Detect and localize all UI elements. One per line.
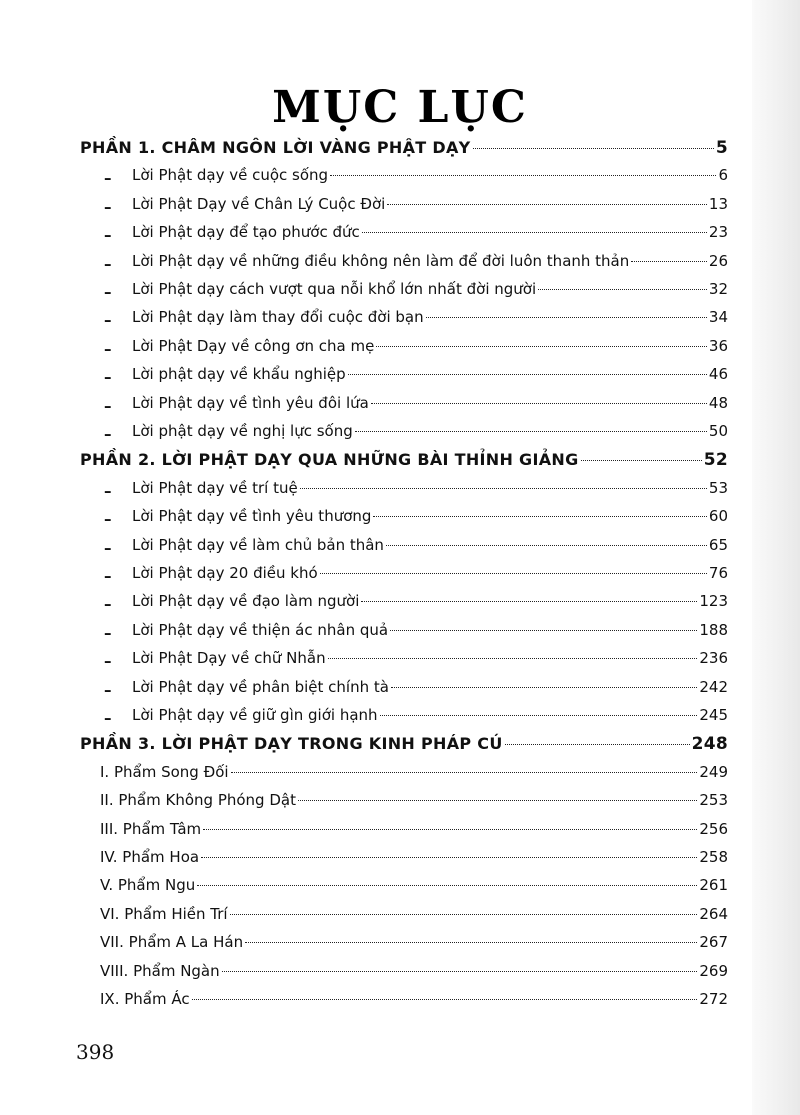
toc-entry (132, 166, 728, 194)
toc-entry-page: 46 (708, 365, 728, 384)
toc-entry (100, 876, 728, 904)
dash-bullet: – (104, 254, 112, 273)
dash-bullet: – (104, 169, 112, 188)
toc-entry-page: 48 (708, 393, 728, 412)
toc-entry-page: 36 (708, 336, 728, 355)
dot-leader (386, 545, 707, 546)
dash-bullet: – (104, 709, 112, 727)
toc-entry-page: 236 (699, 649, 728, 668)
dash-bullet: – (104, 510, 112, 529)
toc-entry (132, 252, 728, 280)
toc-entry (100, 933, 728, 961)
toc-entry-page: 123 (699, 592, 728, 611)
toc-entry-label: Lời Phật dạy về tình yêu đôi lứa (132, 393, 369, 412)
toc-entry (132, 536, 728, 564)
dot-leader (300, 488, 707, 489)
dot-leader (373, 516, 706, 517)
toc-entry-label: Lời Phật Dạy về chữ Nhẫn (132, 649, 326, 668)
toc-entry-label: Lời Phật Dạy về Chân Lý Cuộc Đời (132, 194, 386, 213)
toc-entry (100, 905, 728, 933)
toc-entry-page: 253 (699, 791, 728, 810)
dot-leader (348, 374, 707, 375)
toc-entry (100, 962, 728, 990)
toc-part-label: PHẦN 3. LỜI PHẬT DẠY TRONG KINH PHÁP CÚ (80, 734, 503, 754)
toc-part-entry (80, 734, 728, 762)
toc-entry (132, 479, 728, 507)
toc-entry-label: VII. Phẩm A La Hán (100, 933, 244, 952)
toc-entry (132, 422, 728, 450)
dash-bullet: – (104, 680, 112, 699)
toc-part-page: 248 (691, 734, 728, 755)
toc-entry-page: 65 (708, 535, 728, 554)
dash-bullet: – (104, 425, 112, 443)
toc-entry (100, 990, 728, 1018)
toc-entry-label: Lời Phật dạy để tạo phước đức (132, 223, 360, 242)
toc-entry (132, 223, 728, 251)
toc-entry-label: VIII. Phẩm Ngàn (100, 961, 220, 980)
dot-leader (328, 658, 698, 659)
toc-entry-page: 256 (699, 819, 728, 838)
toc-entry (132, 394, 728, 422)
dot-leader (371, 403, 707, 404)
toc-entry (132, 621, 728, 649)
toc-entry-page: 269 (699, 961, 728, 980)
toc-entry (132, 280, 728, 308)
dot-leader (581, 460, 702, 461)
dash-bullet: – (104, 396, 112, 415)
toc-entry (100, 820, 728, 848)
dot-leader (222, 971, 698, 972)
toc-entry-page: 272 (699, 990, 728, 1008)
page-number: 398 (76, 1040, 115, 1064)
toc-entry-page: 245 (699, 706, 728, 724)
toc-part-page: 5 (715, 138, 728, 158)
toc-part-entry (80, 138, 728, 166)
toc-entry-page: 188 (699, 620, 728, 639)
toc-entry-label: Lời Phật dạy về làm chủ bản thân (132, 535, 384, 554)
toc-entry (100, 763, 728, 791)
toc-entry-label: IX. Phẩm Ác (100, 990, 190, 1008)
dot-leader (355, 431, 707, 432)
toc-entry (132, 592, 728, 620)
dot-leader (320, 573, 707, 574)
dash-bullet: – (104, 567, 112, 585)
dot-leader (361, 601, 697, 602)
toc-entry-label: VI. Phẩm Hiền Trí (100, 904, 228, 923)
dot-leader (538, 289, 707, 290)
toc-part-label: PHẦN 1. CHÂM NGÔN LỜI VÀNG PHẬT DẠY (80, 138, 471, 157)
dash-bullet: – (104, 283, 112, 301)
toc-entry-label: Lời Phật dạy về trí tuệ (132, 478, 298, 497)
toc-entry-page: 26 (708, 251, 728, 270)
toc-entry-page: 32 (708, 280, 728, 298)
toc-entry (132, 337, 728, 365)
toc-entry-page: 249 (699, 762, 728, 781)
toc-entry-page: 50 (708, 422, 728, 440)
toc-entry-label: III. Phẩm Tâm (100, 819, 202, 838)
toc-entry-label: I. Phẩm Song Đối (100, 762, 229, 781)
toc-entry-page: 242 (699, 677, 728, 696)
dash-bullet: – (104, 623, 112, 642)
dot-leader (390, 630, 697, 631)
toc-entry (132, 706, 728, 734)
dot-leader (473, 148, 714, 149)
toc-entry-label: Lời Phật dạy về cuộc sống (132, 166, 329, 185)
toc-entry-label: Lời phật dạy về nghị lực sống (132, 422, 353, 440)
dot-leader (362, 232, 707, 233)
dot-leader (231, 772, 698, 773)
toc-entry (132, 564, 728, 592)
dot-leader (245, 942, 697, 943)
toc-part-entry (80, 450, 728, 478)
dot-leader (391, 687, 697, 688)
dot-leader (230, 914, 698, 915)
toc-entry-label: Lời Phật dạy về tình yêu thương (132, 507, 372, 526)
dot-leader (426, 317, 707, 318)
toc-entry (132, 678, 728, 706)
toc-entry (132, 195, 728, 223)
toc-entry-page: 23 (708, 223, 728, 242)
dot-leader (298, 800, 697, 801)
dash-bullet: – (104, 652, 112, 671)
dot-leader (380, 715, 698, 716)
toc-entry-page: 267 (699, 933, 728, 952)
toc-entry-label: II. Phẩm Không Phóng Dật (100, 791, 296, 810)
dot-leader (203, 829, 697, 830)
toc-entry-page: 53 (708, 478, 728, 497)
toc-entry-label: Lời Phật dạy về thiện ác nhân quả (132, 620, 389, 639)
toc-part-page: 52 (703, 450, 728, 471)
dash-bullet: – (104, 197, 112, 216)
toc-entry-label: Lời Phật dạy 20 điều khó (132, 564, 318, 582)
dot-leader (192, 999, 698, 1000)
toc-entry (132, 308, 728, 336)
toc-entry-label: V. Phẩm Ngu (100, 876, 196, 895)
dash-bullet: – (104, 368, 112, 387)
toc-entry-page: 6 (718, 166, 728, 185)
toc-entry-label: Lời Phật dạy về giữ gìn giới hạnh (132, 706, 378, 724)
toc-entry-page: 60 (708, 507, 728, 526)
dash-bullet: – (104, 595, 112, 614)
toc-entry-label: Lời Phật dạy về đạo làm người (132, 592, 360, 611)
dot-leader (197, 885, 697, 886)
toc-entry-page: 76 (708, 564, 728, 582)
toc-entry (132, 649, 728, 677)
toc-entry-page: 34 (708, 308, 728, 327)
toc-entry (132, 365, 728, 393)
toc-entry-page: 258 (699, 848, 728, 866)
toc-entry-label: Lời Phật dạy cách vượt qua nỗi khổ lớn nhất đời người (132, 280, 537, 298)
toc-entry-page: 264 (699, 904, 728, 923)
toc-entry-label: IV. Phẩm Hoa (100, 848, 200, 866)
toc-part-label: PHẦN 2. LỜI PHẬT DẠY QUA NHỮNG BÀI THỈNH GIẢNG (80, 450, 579, 470)
dot-leader (631, 261, 707, 262)
page-title: MỤC LỤC (272, 82, 528, 133)
toc-entry (132, 507, 728, 535)
toc-entry (100, 848, 728, 876)
toc-entry-label: Lời Phật dạy về những điều không nên làm để đời luôn thanh thản (132, 251, 630, 270)
toc-entry-label: Lời Phật dạy làm thay đổi cuộc đời bạn (132, 308, 424, 327)
toc-entry-label: Lời phật dạy về khẩu nghiệp (132, 365, 346, 384)
page-edge-shadow (752, 0, 800, 1115)
dash-bullet: – (104, 311, 112, 330)
dot-leader (505, 744, 690, 745)
toc-entry-label: Lời Phật Dạy về công ơn cha mẹ (132, 336, 375, 355)
dash-bullet: – (104, 339, 112, 358)
toc-entry (100, 791, 728, 819)
toc-entry-page: 13 (708, 194, 728, 213)
toc-entry-label: Lời Phật dạy về phân biệt chính tà (132, 677, 389, 696)
dash-bullet: – (104, 481, 112, 500)
dot-leader (330, 175, 716, 176)
dot-leader (201, 857, 697, 858)
dot-leader (387, 204, 707, 205)
dot-leader (376, 346, 707, 347)
toc-entry-page: 261 (699, 876, 728, 895)
dash-bullet: – (104, 226, 112, 245)
dash-bullet: – (104, 538, 112, 557)
